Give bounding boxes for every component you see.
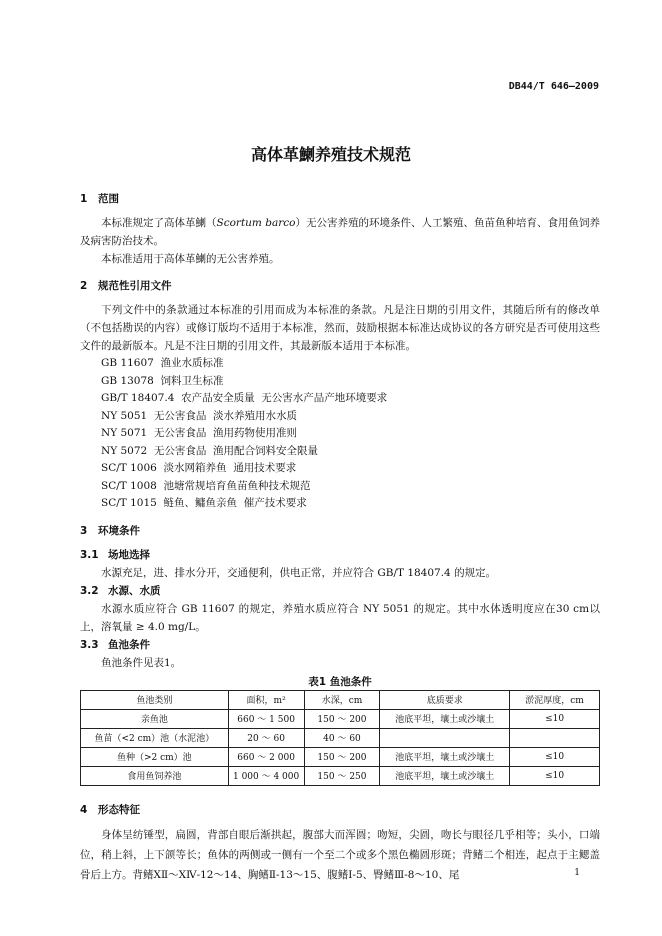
table-cell: 鱼苗（<2 cm）池（水泥池） [81,728,229,747]
header-cell: 淤泥厚度，cm [510,690,600,709]
reference-title: 无公害食品 淡水养殖用水水质 [153,409,298,422]
reference-item [80,408,600,426]
scope-paragraph-1 [80,214,600,250]
table-cell [380,728,510,747]
table-cell: ≤10 [510,747,600,766]
latin-name: Scortum barco [216,217,296,229]
table-row [81,709,600,728]
reference-title: 鲢鱼、鳙鱼亲鱼 催产技术要求 [163,497,307,509]
section-title: 范围 [98,193,119,205]
section-number: 3 [80,524,88,537]
table-cell: ≤10 [510,766,600,785]
subsection-number: 3.3 [80,638,99,651]
table-row [81,728,600,747]
pond-conditions-text: 鱼池条件见表1。 [101,656,182,669]
reference-title: 饲料卫生标准 [160,374,224,387]
table-cell: 150 ～ 200 [304,747,380,766]
header-cell: 面积，m² [228,690,304,709]
header-cell: 水深，cm [304,690,380,709]
standard-code: DB44/T 646—2009 [508,81,599,92]
table-cell: 鱼种（>2 cm）池 [81,747,229,766]
reference-list [80,355,600,513]
reference-item [80,443,600,461]
reference-code: SC/T 1015 [101,497,157,509]
reference-code: NY 5071 [101,427,148,439]
table-cell: 池底平坦，壤土或沙壤土 [380,709,510,728]
reference-item [80,478,600,496]
header-cell: 底质要求 [380,690,510,709]
table-cell: 40 ～ 60 [304,728,380,747]
morphology-text: 身体呈纺锤型，扁圆，背部自眼后渐拱起，腹部大而浑圆；吻短，尖圆，吻长与眼径几乎相等；头小，口端位，稍上斜，上下颌等长；鱼体的两侧或一侧有一个至二个或多个黑色椭圆形斑；背鳍二个相连，起点于主鳃盖骨后上方。背鳍ⅩⅡ～ⅩⅣ-12～14、胸鳍Ⅱ-13～15、腹鳍Ⅰ-5、臀鳍Ⅲ-8～10、尾 [80,828,600,881]
header-cell: 鱼池类别 [81,690,229,709]
page-number: 1 [574,868,580,878]
subsection-3-2-heading [80,582,600,600]
table-cell: 660 ～ 2 000 [228,747,304,766]
subsection-title: 场地选择 [108,548,150,561]
table-header-row [81,690,600,709]
table-body [81,709,600,785]
text-run: ）无公害养殖的环境条件、人工繁殖、鱼苗鱼种培育、食用鱼饲养及病害防治技术。 [80,217,601,247]
reference-item [80,373,600,391]
section-title: 形态特征 [98,803,140,816]
reference-title: 渔业水质标准 [160,357,224,369]
document-title: 高体革鯻养殖技术规范 [250,145,411,164]
reference-code: GB 13078 [101,374,154,387]
table-cell: 20 ～ 60 [228,728,304,747]
reference-item [80,390,600,408]
text-run: 本标准规定了高体革鯻（ [101,217,217,229]
reference-title: 淡水网箱养鱼 通用技术要求 [163,462,297,474]
subsection-3-3-heading [80,636,600,654]
section-number: 1 [80,193,88,205]
table-cell: 660 ～ 1 500 [228,709,304,728]
table-cell: 1 000 ～ 4 000 [228,766,304,785]
reference-item [80,460,600,478]
reference-item [80,425,600,443]
pond-conditions-table [80,690,600,786]
reference-item [80,495,600,513]
table-cell: 亲鱼池 [81,709,229,728]
table-row [81,747,600,766]
subsection-3-1-heading [80,546,600,564]
section-number: 4 [80,803,88,816]
subsection-number: 3.2 [80,584,99,597]
reference-code: NY 5051 [101,409,148,422]
table-cell: ≤10 [510,709,600,728]
subsection-number: 3.1 [80,548,99,561]
reference-code: NY 5072 [101,444,148,457]
reference-title: 无公害食品 渔用药物使用准则 [153,427,298,439]
reference-title: 池塘常规培育鱼苗鱼种技术规范 [163,479,311,492]
table-cell: 食用鱼饲养池 [81,766,229,785]
table-cell: 150 ～ 200 [304,709,380,728]
scope-paragraph-2: 本标准适用于高体革鯻的无公害养殖。 [101,253,280,265]
section-title: 环境条件 [98,524,140,537]
reference-code: SC/T 1008 [101,479,157,492]
section-3-heading [80,522,600,540]
reference-item [80,355,600,373]
section-number: 2 [80,280,88,292]
section-2-heading [80,277,600,295]
subsection-title: 水源、水质 [108,584,161,597]
table-row [81,766,600,785]
reference-title: 农产品安全质量 无公害水产品产地环境要求 [181,392,388,404]
table-caption: 表1 鱼池条件 [308,675,372,688]
table-cell: 150 ～ 250 [304,766,380,785]
reference-code: GB/T 18407.4 [101,392,175,404]
site-selection-text: 水源充足，进、排水分开，交通便利，供电正常，并应符合 GB/T 18407.4 的规定。 [101,566,497,579]
water-quality-text: 水源水质应符合 GB 11607 的规定，养殖水质应符合 NY 5051 的规定。其中水体透明度应在30 cm以上，溶氧量 ≥ 4.0 mg/L。 [80,602,600,633]
reference-code: SC/T 1006 [101,462,157,474]
subsection-title: 鱼池条件 [108,638,150,651]
table-cell: 池底平坦，壤土或沙壤土 [380,766,510,785]
document-body [80,190,600,885]
reference-code: GB 11607 [101,357,154,369]
table-cell: 池底平坦，壤土或沙壤土 [380,747,510,766]
section-4-heading [80,801,600,819]
refs-intro: 下列文件中的条款通过本标准的引用而成为本标准的条款。凡是注日期的引用文件，其随后所有的修改单（不包括勘误的内容）或修订版均不适用于本标准，然而，鼓励根据本标准达成协议的各方研究是否可使用这些文件的最新版本。凡是不注日期的引用文件，其最新版本适用于本标准。 [80,304,600,352]
reference-title: 无公害食品 渔用配合饲料安全限量 [153,444,319,457]
table-cell [510,728,600,747]
section-title: 规范性引用文件 [98,280,172,292]
section-1-heading [80,190,600,208]
